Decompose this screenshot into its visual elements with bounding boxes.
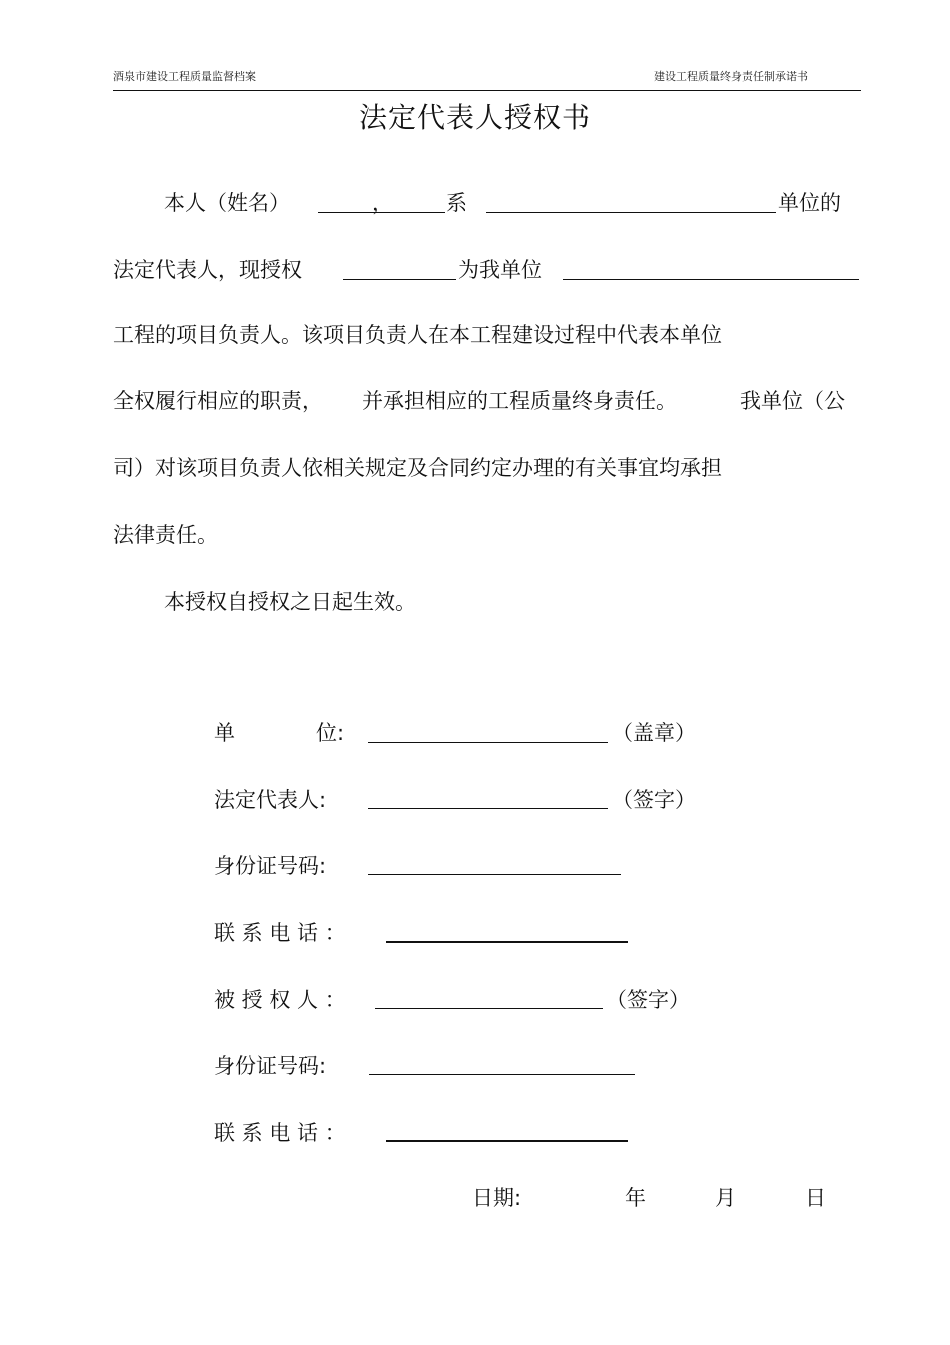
- legal-rep-note: （签字）: [612, 788, 696, 812]
- unit-blank: [486, 212, 776, 213]
- para-l4-a: 全权履行相应的职责，: [113, 389, 323, 413]
- para-l1-comma: ，: [372, 191, 393, 215]
- id-label-1: 身份证号码:: [214, 854, 327, 878]
- authorized-label: 被 授 权 人 ：: [214, 988, 346, 1012]
- project-blank: [563, 279, 859, 280]
- date-label: 日期:: [472, 1186, 522, 1210]
- header-right: 建设工程质量终身责任制承诺书: [654, 70, 808, 83]
- date-year: 年: [625, 1186, 646, 1210]
- date-month: 月: [715, 1186, 736, 1210]
- header-left: 酒泉市建设工程质量监督档案: [113, 70, 256, 83]
- unit-seal-note: （盖章）: [612, 721, 696, 745]
- para-l5: 司）对该项目负责人依相关规定及合同约定办理的有关事宜均承担: [113, 456, 722, 480]
- id-label-2: 身份证号码:: [214, 1054, 327, 1078]
- id-line-1[interactable]: [368, 874, 621, 875]
- legal-rep-sign-line[interactable]: [368, 808, 608, 809]
- legal-rep-label: 法定代表人:: [214, 788, 327, 812]
- para-l4-c: 我单位（公: [740, 389, 845, 413]
- authorized-sign-line[interactable]: [375, 1008, 603, 1009]
- unit-label-a: 单: [214, 721, 235, 745]
- authorized-note: （签字）: [606, 988, 690, 1012]
- para-l2-a: 法定代表人，现授权: [113, 258, 302, 282]
- authorized-person-blank: [343, 279, 456, 280]
- unit-sign-line[interactable]: [368, 742, 608, 743]
- para-l7: 本授权自授权之日起生效。: [164, 590, 416, 614]
- unit-label-b: 位:: [316, 721, 345, 745]
- phone-line-1[interactable]: [386, 941, 628, 943]
- phone-line-2[interactable]: [386, 1140, 628, 1142]
- para-l1-a: 本人（姓名）: [164, 191, 290, 215]
- para-l6: 法律责任。: [113, 523, 218, 547]
- para-l2-b: 为我单位: [458, 258, 542, 282]
- phone-label-2: 联 系 电 话 ：: [214, 1121, 346, 1145]
- date-day: 日: [805, 1186, 826, 1210]
- para-l4-b: 并承担相应的工程质量终身责任。: [362, 389, 677, 413]
- document-title: 法定代表人授权书: [358, 101, 591, 134]
- header-rule: [113, 90, 861, 91]
- para-l3: 工程的项目负责人。该项目负责人在本工程建设过程中代表本单位: [113, 323, 722, 347]
- phone-label-1: 联 系 电 话 ：: [214, 921, 346, 945]
- para-l1-c: 单位的: [778, 191, 841, 215]
- para-l1-b: 系: [446, 191, 467, 215]
- id-line-2[interactable]: [369, 1074, 635, 1075]
